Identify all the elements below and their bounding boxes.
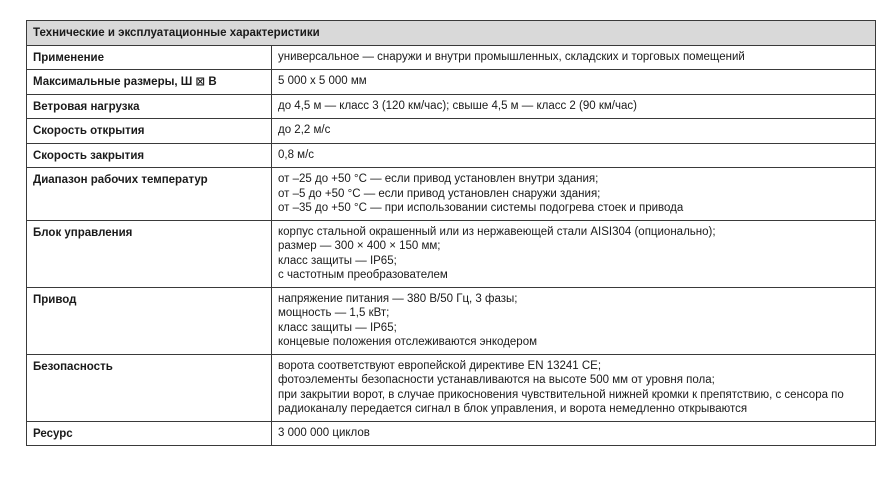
row-value-line: при закрытии ворот, в случае прикосновения чувствительной нижней кромки к препятствию, с сенсора по радиоканалу передается сигнал в блок управления, и ворота немедленно открываются [278,388,844,415]
table-row [27,220,876,287]
row-value-line: от –25 до +50 °С — если привод установлен внутри здания; [278,173,599,185]
row-value-line: универсальное — снаружи и внутри промышленных, складских и торговых помещений [278,50,745,63]
row-value [272,421,876,446]
table-title: Технические и эксплуатационные характеристики [27,21,876,46]
row-label: Скорость открытия [27,119,272,144]
table-row [27,94,876,119]
row-value-line: до 2,2 м/с [278,124,331,136]
specifications-table-body [27,21,876,446]
row-value [272,45,876,70]
row-value-line: от –35 до +50 °С — при использовании системы подогрева стоек и привода [278,202,684,214]
row-value [272,70,876,95]
row-label: Безопасность [27,354,272,421]
row-value [272,220,876,287]
specifications-table [26,20,876,446]
row-value-line: от –5 до +50 °С — если привод установлен снаружи здания; [278,187,601,200]
row-value-line: до 4,5 м — класс 3 (120 км/час); свыше 4,5 м — класс 2 (90 км/час) [278,99,637,112]
row-value-line: с частотным преобразователем [278,269,448,281]
table-row [27,168,876,221]
table-row [27,143,876,168]
row-value-line: 5 000 х 5 000 мм [278,75,367,87]
row-value-line: 3 000 000 циклов [278,426,370,439]
table-row [27,119,876,144]
row-label: Ветровая нагрузка [27,94,272,119]
row-label: Скорость закрытия [27,143,272,168]
row-value-line: концевые положения отслеживаются энкодером [278,336,537,348]
row-label: Привод [27,287,272,354]
table-row [27,421,876,446]
table-row [27,287,876,354]
table-row [27,45,876,70]
row-value-line: 0,8 м/с [278,148,315,161]
row-value [272,119,876,144]
row-value-line: мощность — 1,5 кВт; [278,307,390,319]
row-value [272,143,876,168]
row-label: Ресурс [27,421,272,446]
row-value-line: ворота соответствуют европейской директиве EN 13241 CE; [278,359,602,372]
row-value [272,94,876,119]
row-value-line: фотоэлементы безопасности устанавливаются на высоте 500 мм от уровня пола; [278,374,715,386]
row-label: Блок управления [27,220,272,287]
table-row [27,70,876,95]
table-header-row [27,21,876,46]
row-value-line: класс защиты — IP65; [278,321,397,334]
row-label: Диапазон рабочих температур [27,168,272,221]
row-label: Максимальные размеры, Ш ⊠ В [27,70,272,95]
row-value-line: корпус стальной окрашенный или из нержавеющей стали AISI304 (опционально); [278,225,716,238]
row-label: Применение [27,45,272,70]
row-value-line: размер — 300 × 400 × 150 мм; [278,240,441,252]
row-value [272,354,876,421]
table-row [27,354,876,421]
row-value-line: напряжение питания — 380 В/50 Гц, 3 фазы; [278,292,518,305]
row-value-line: класс защиты — IP65; [278,254,397,267]
row-value [272,287,876,354]
row-value [272,168,876,221]
